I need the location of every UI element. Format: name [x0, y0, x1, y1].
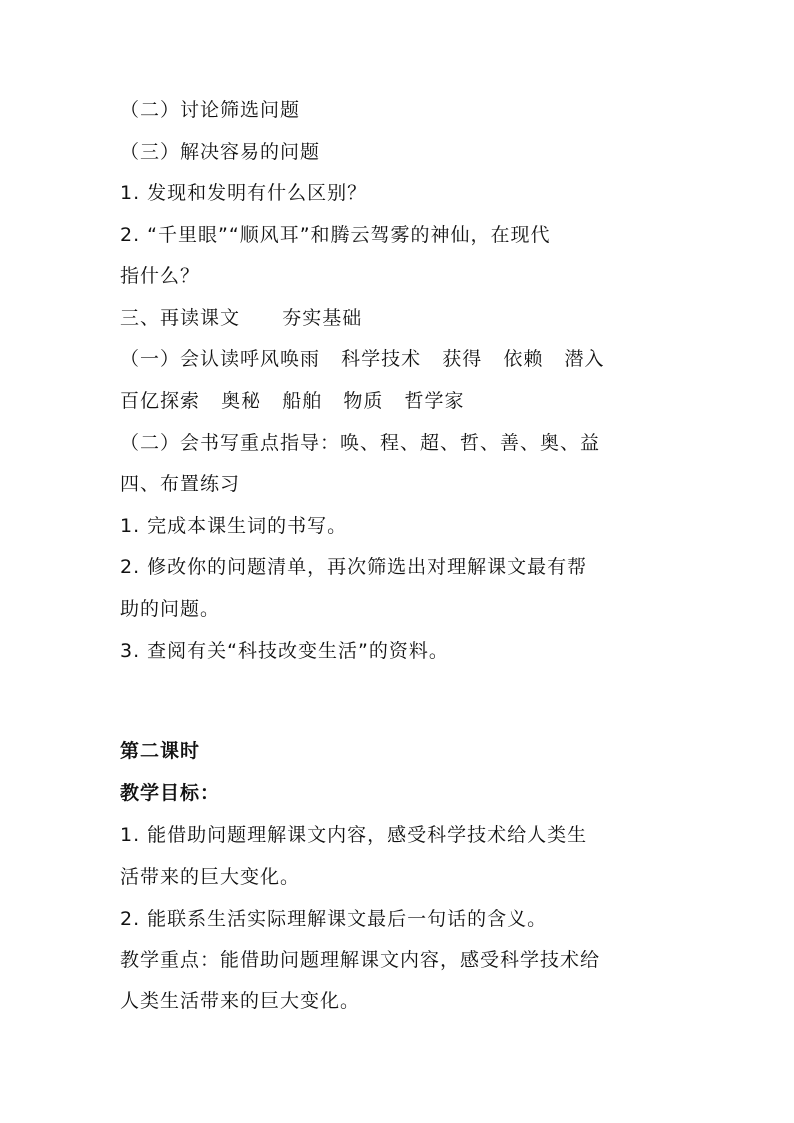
subsection-heading-solve: （三）解决容易的问题	[120, 141, 321, 163]
vocab-read-line-2: 百亿探索 奥秘 船舶 物质 哲学家	[120, 390, 465, 412]
exercise-item-2-continued: 助的问题。	[120, 598, 221, 620]
lesson-heading-second: 第二课时	[120, 740, 201, 762]
teaching-focus-continued: 人类生活带来的巨大变化。	[120, 990, 361, 1012]
goal-item-1-continued: 活带来的巨大变化。	[120, 866, 301, 888]
subsection-heading-discuss: （二）讨论筛选问题	[120, 99, 301, 121]
question-item-2-continued: 指什么？	[120, 265, 201, 287]
goal-item-1: 1. 能借助问题理解课文内容，感受科学技术给人类生	[120, 824, 588, 846]
exercise-item-1: 1. 完成本课生词的书写。	[120, 515, 348, 537]
vocab-read-line-1: （一）会认读呼风唤雨 科学技术 获得 依赖 潜入	[120, 348, 605, 370]
writing-guidance-line: （二）会书写重点指导：唤、程、超、哲、善、奥、益	[120, 432, 601, 454]
section-heading-exercises: 四、布置练习	[120, 473, 241, 495]
teaching-focus-line: 教学重点：能借助问题理解课文内容，感受科学技术给	[120, 949, 601, 971]
exercise-item-3: 3. 查阅有关“科技改变生活”的资料。	[120, 640, 449, 662]
goal-item-2: 2. 能联系生活实际理解课文最后一句话的含义。	[120, 908, 548, 930]
exercise-item-2: 2. 修改你的问题清单，再次筛选出对理解课文最有帮	[120, 556, 588, 578]
question-item-1: 1. 发现和发明有什么区别？	[120, 182, 368, 204]
teaching-goals-heading: 教学目标：	[120, 782, 221, 804]
question-item-2: 2. “千里眼”“顺风耳”和腾云驾雾的神仙，在现代	[120, 224, 551, 246]
section-heading-reread: 三、再读课文 夯实基础	[120, 307, 363, 329]
